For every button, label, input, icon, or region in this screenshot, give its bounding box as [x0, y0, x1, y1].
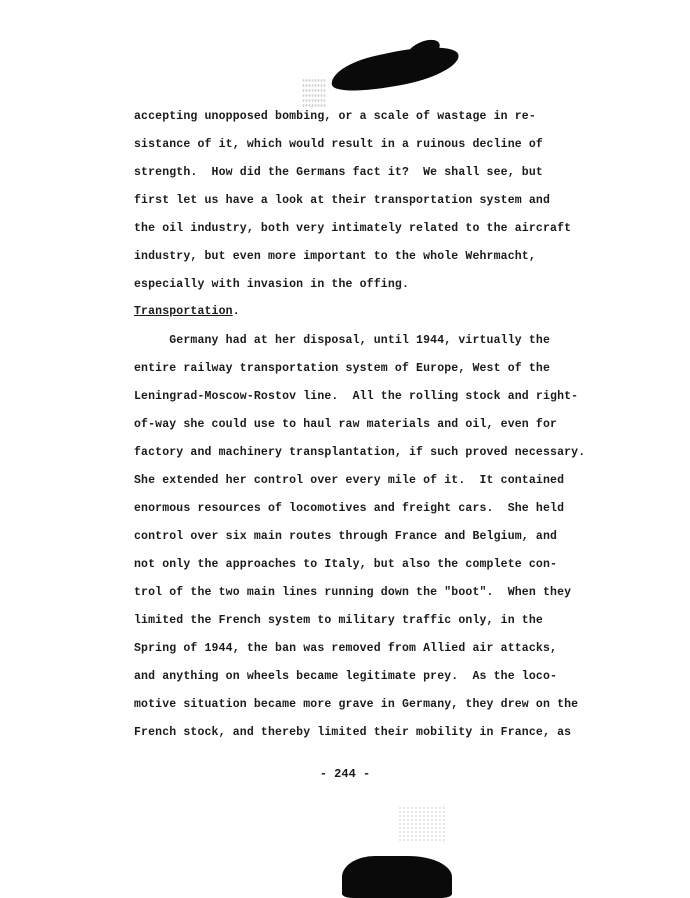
- body-line: limited the French system to military traffic only, in the: [134, 614, 543, 627]
- body-line: control over six main routes through France and Belgium, and: [134, 530, 558, 543]
- body-line: the oil industry, both very intimately related to the aircraft: [134, 222, 572, 235]
- section-heading-period: .: [232, 305, 240, 318]
- body-line: motive situation became more grave in Germany, they drew on the: [134, 698, 579, 711]
- scan-noise-bottom: [398, 806, 446, 842]
- body-line: enormous resources of locomotives and freight cars. She held: [134, 502, 565, 515]
- body-line: Leningrad-Moscow-Rostov line. All the rolling stock and right-: [134, 390, 579, 403]
- body-line: sistance of it, which would result in a ruinous decline of: [134, 138, 543, 151]
- scan-noise-top: [302, 78, 326, 108]
- body-line: accepting unopposed bombing, or a scale of wastage in re-: [134, 110, 536, 123]
- body-line: and anything on wheels became legitimate prey. As the loco-: [134, 670, 558, 683]
- body-line: not only the approaches to Italy, but also the complete con-: [134, 558, 558, 571]
- body-line: strength. How did the Germans fact it? We shall see, but: [134, 166, 543, 179]
- redaction-mark-top: [328, 39, 462, 99]
- body-line: Germany had at her disposal, until 1944, virtually the: [134, 334, 551, 347]
- body-line: factory and machinery transplantation, if such proved necessary.: [134, 446, 586, 459]
- page-number: - 244 -: [319, 767, 371, 781]
- section-heading-line: [134, 305, 240, 319]
- body-line: trol of the two main lines running down the "boot". When they: [134, 586, 572, 599]
- section-heading: Transportation: [134, 305, 233, 318]
- body-line: French stock, and thereby limited their mobility in France, as: [134, 726, 572, 739]
- body-line: entire railway transportation system of Europe, West of the: [134, 362, 551, 375]
- redaction-mark-bottom: [342, 856, 452, 898]
- body-line: She extended her control over every mile of it. It contained: [134, 474, 565, 487]
- body-line: industry, but even more important to the whole Wehrmacht,: [134, 250, 536, 263]
- body-line: especially with invasion in the offing.: [134, 278, 409, 291]
- body-line: of-way she could use to haul raw materials and oil, even for: [134, 418, 558, 431]
- body-line: Spring of 1944, the ban was removed from Allied air attacks,: [134, 642, 558, 655]
- body-line: first let us have a look at their transportation system and: [134, 194, 551, 207]
